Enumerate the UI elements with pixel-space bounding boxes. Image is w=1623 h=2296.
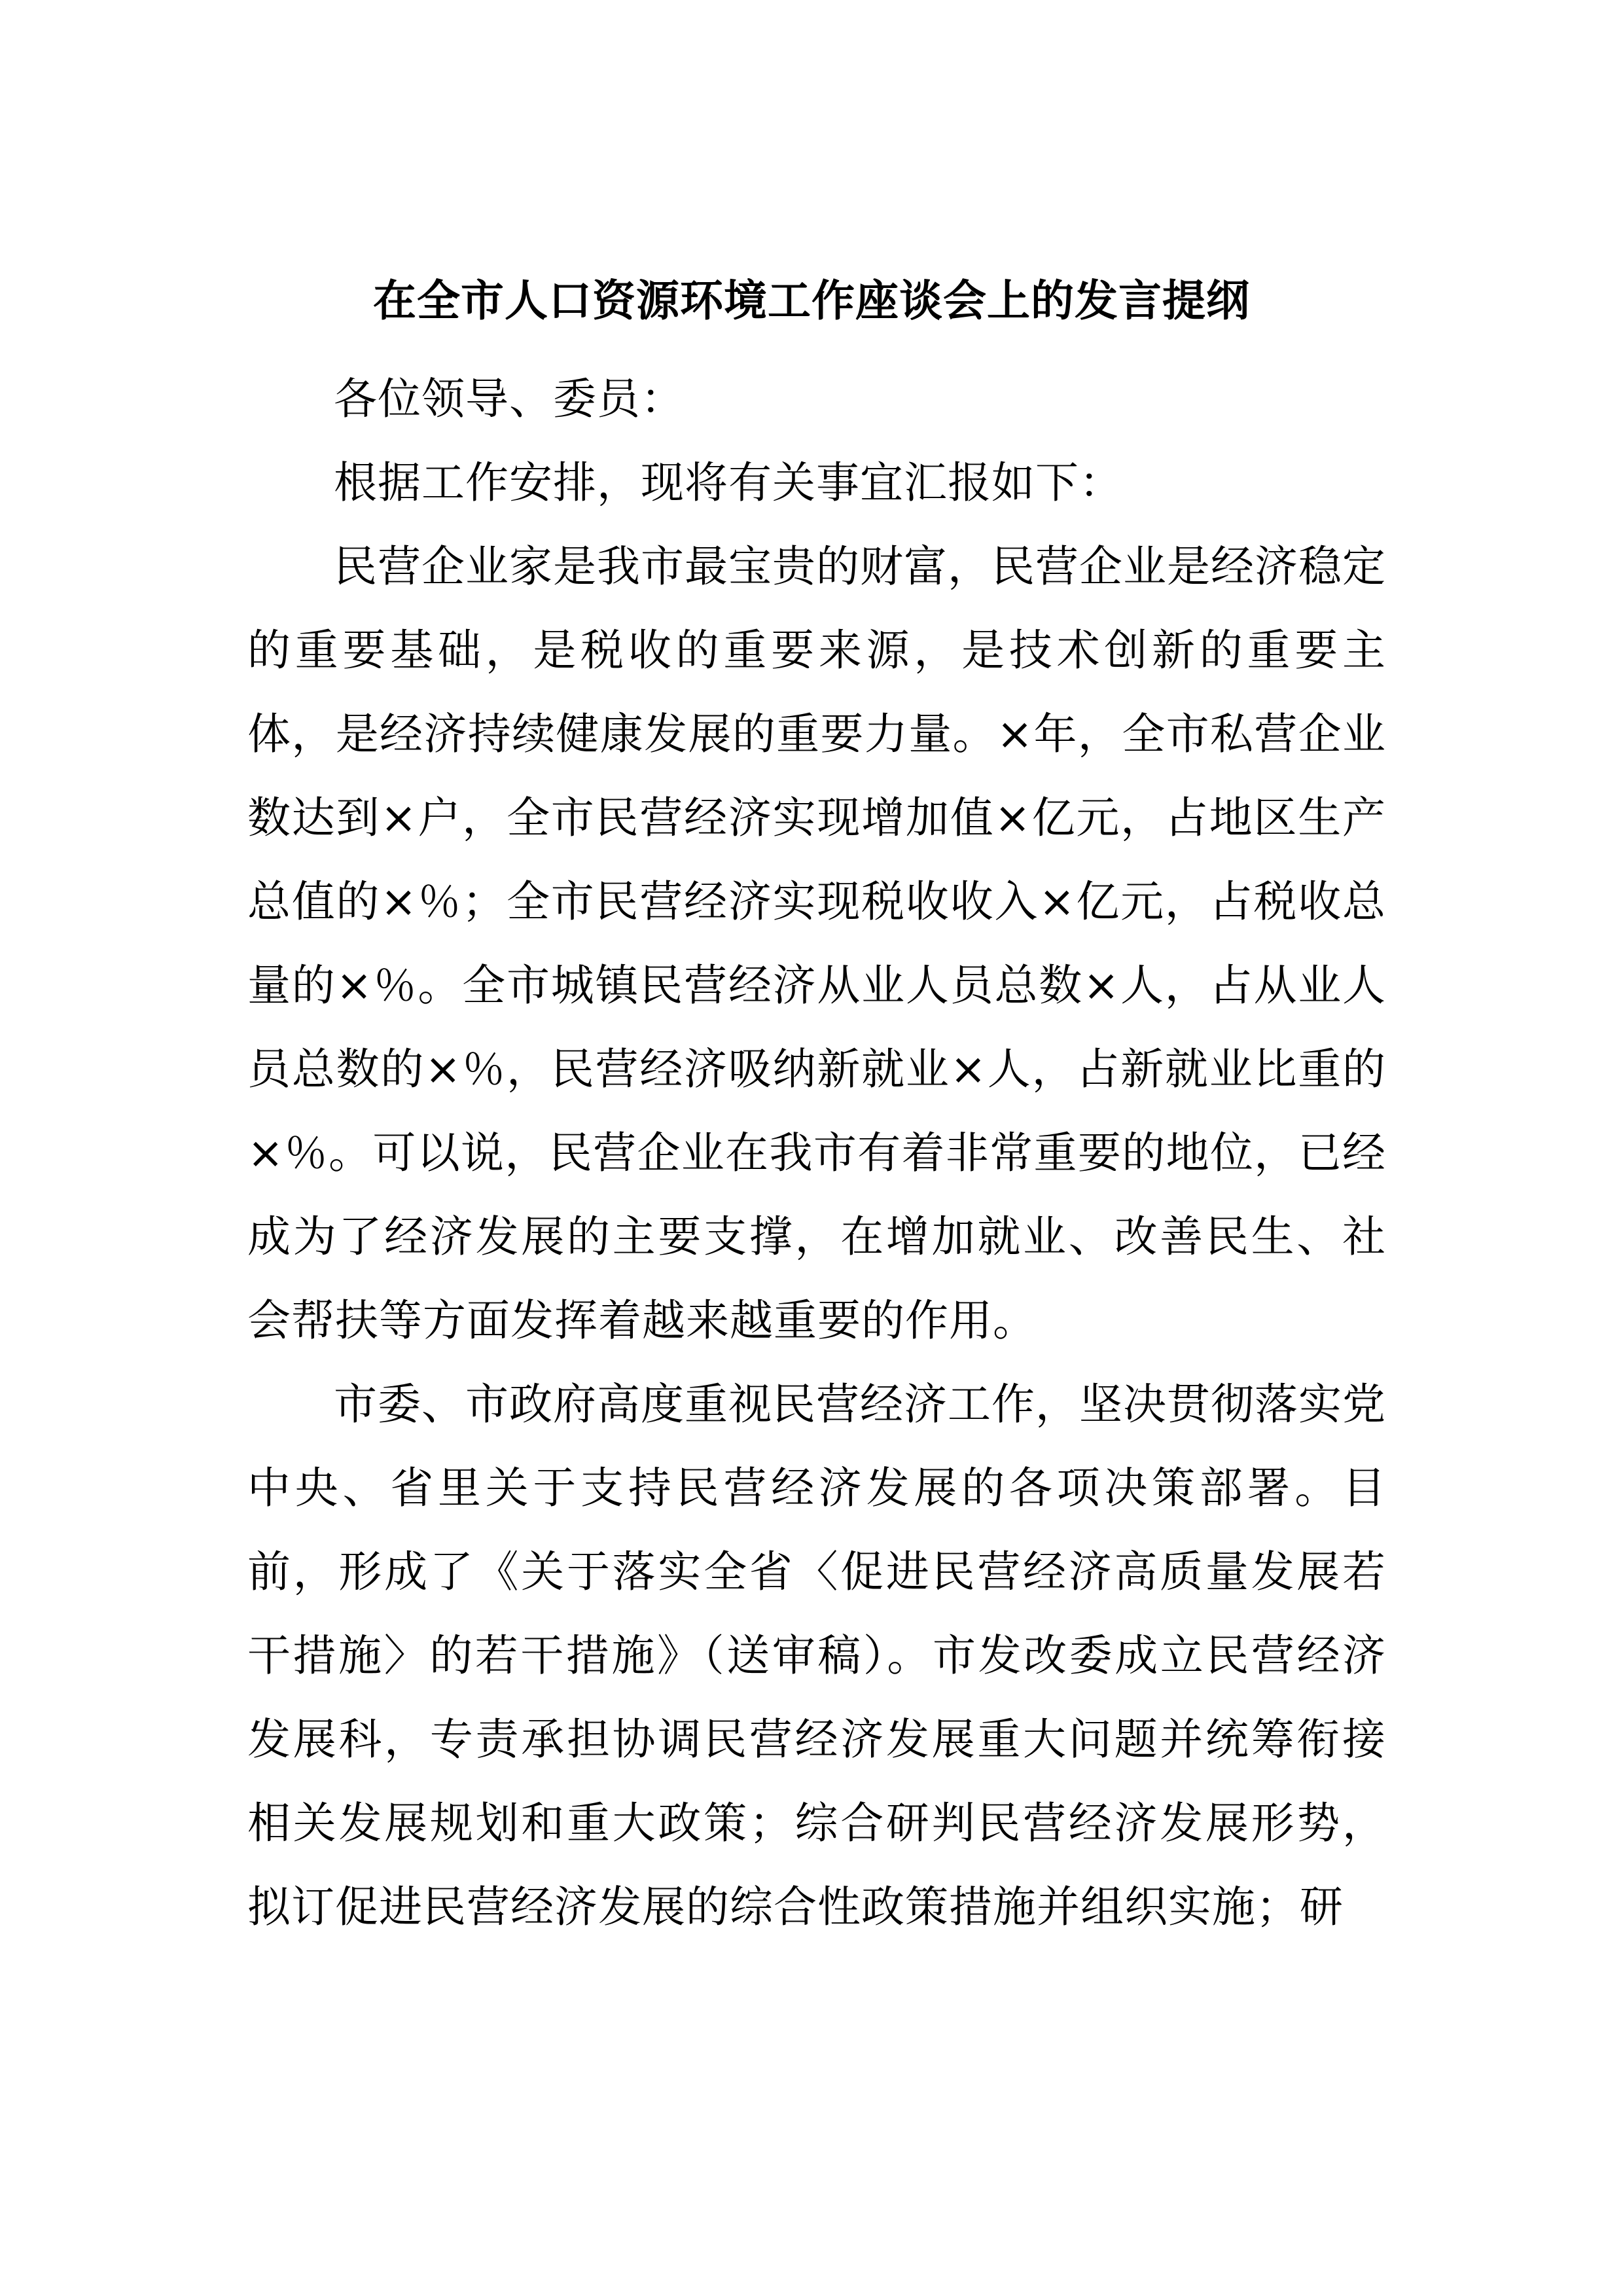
body-paragraph: 市委、市政府高度重视民营经济工作，坚决贯彻落实党中央、省里关于支持民营经济发展的各项决策部署。目前，形成了《关于落实全省〈促进民营经济高质量发展若干措施〉的若干措施》（送审稿）。市发改委成立民营经济发展科，专责承担协调民营经济发展重大问题并统筹衔接相关发展规划和重大政策；综合研判民营经济发展形势，拟订促进民营经济发展的综合性政策措施并组织实施；研 [247,1379,1386,1932]
salutation-paragraph: 各位领导、委员： [334,374,685,424]
document-body [247,357,1386,1949]
document-title: 在全市人口资源环境工作座谈会上的发言提纲 [373,276,1250,326]
intro-paragraph: 根据工作安排，现将有关事宜汇报如下： [334,457,1123,508]
body-paragraph: 民营企业家是我市最宝贵的财富，民营企业是经济稳定的重要基础，是税收的重要来源，是技术创新的重要主体，是经济持续健康发展的重要力量。×年，全市私营企业数达到×户，全市民营经济实现增加值×亿元，占地区生产总值的×％；全市民营经济实现税收收入×亿元，占税收总量的×％。全市城镇民营经济从业人员总数×人，占从业人员总数的×％，民营经济吸纳新就业×人，占新就业比重的×％。可以说，民营企业在我市有着非常重要的地位，已经成为了经济发展的主要支撑，在增加就业、改善民生、社会帮扶等方面发挥着越来越重要的作用。 [247,541,1386,1346]
